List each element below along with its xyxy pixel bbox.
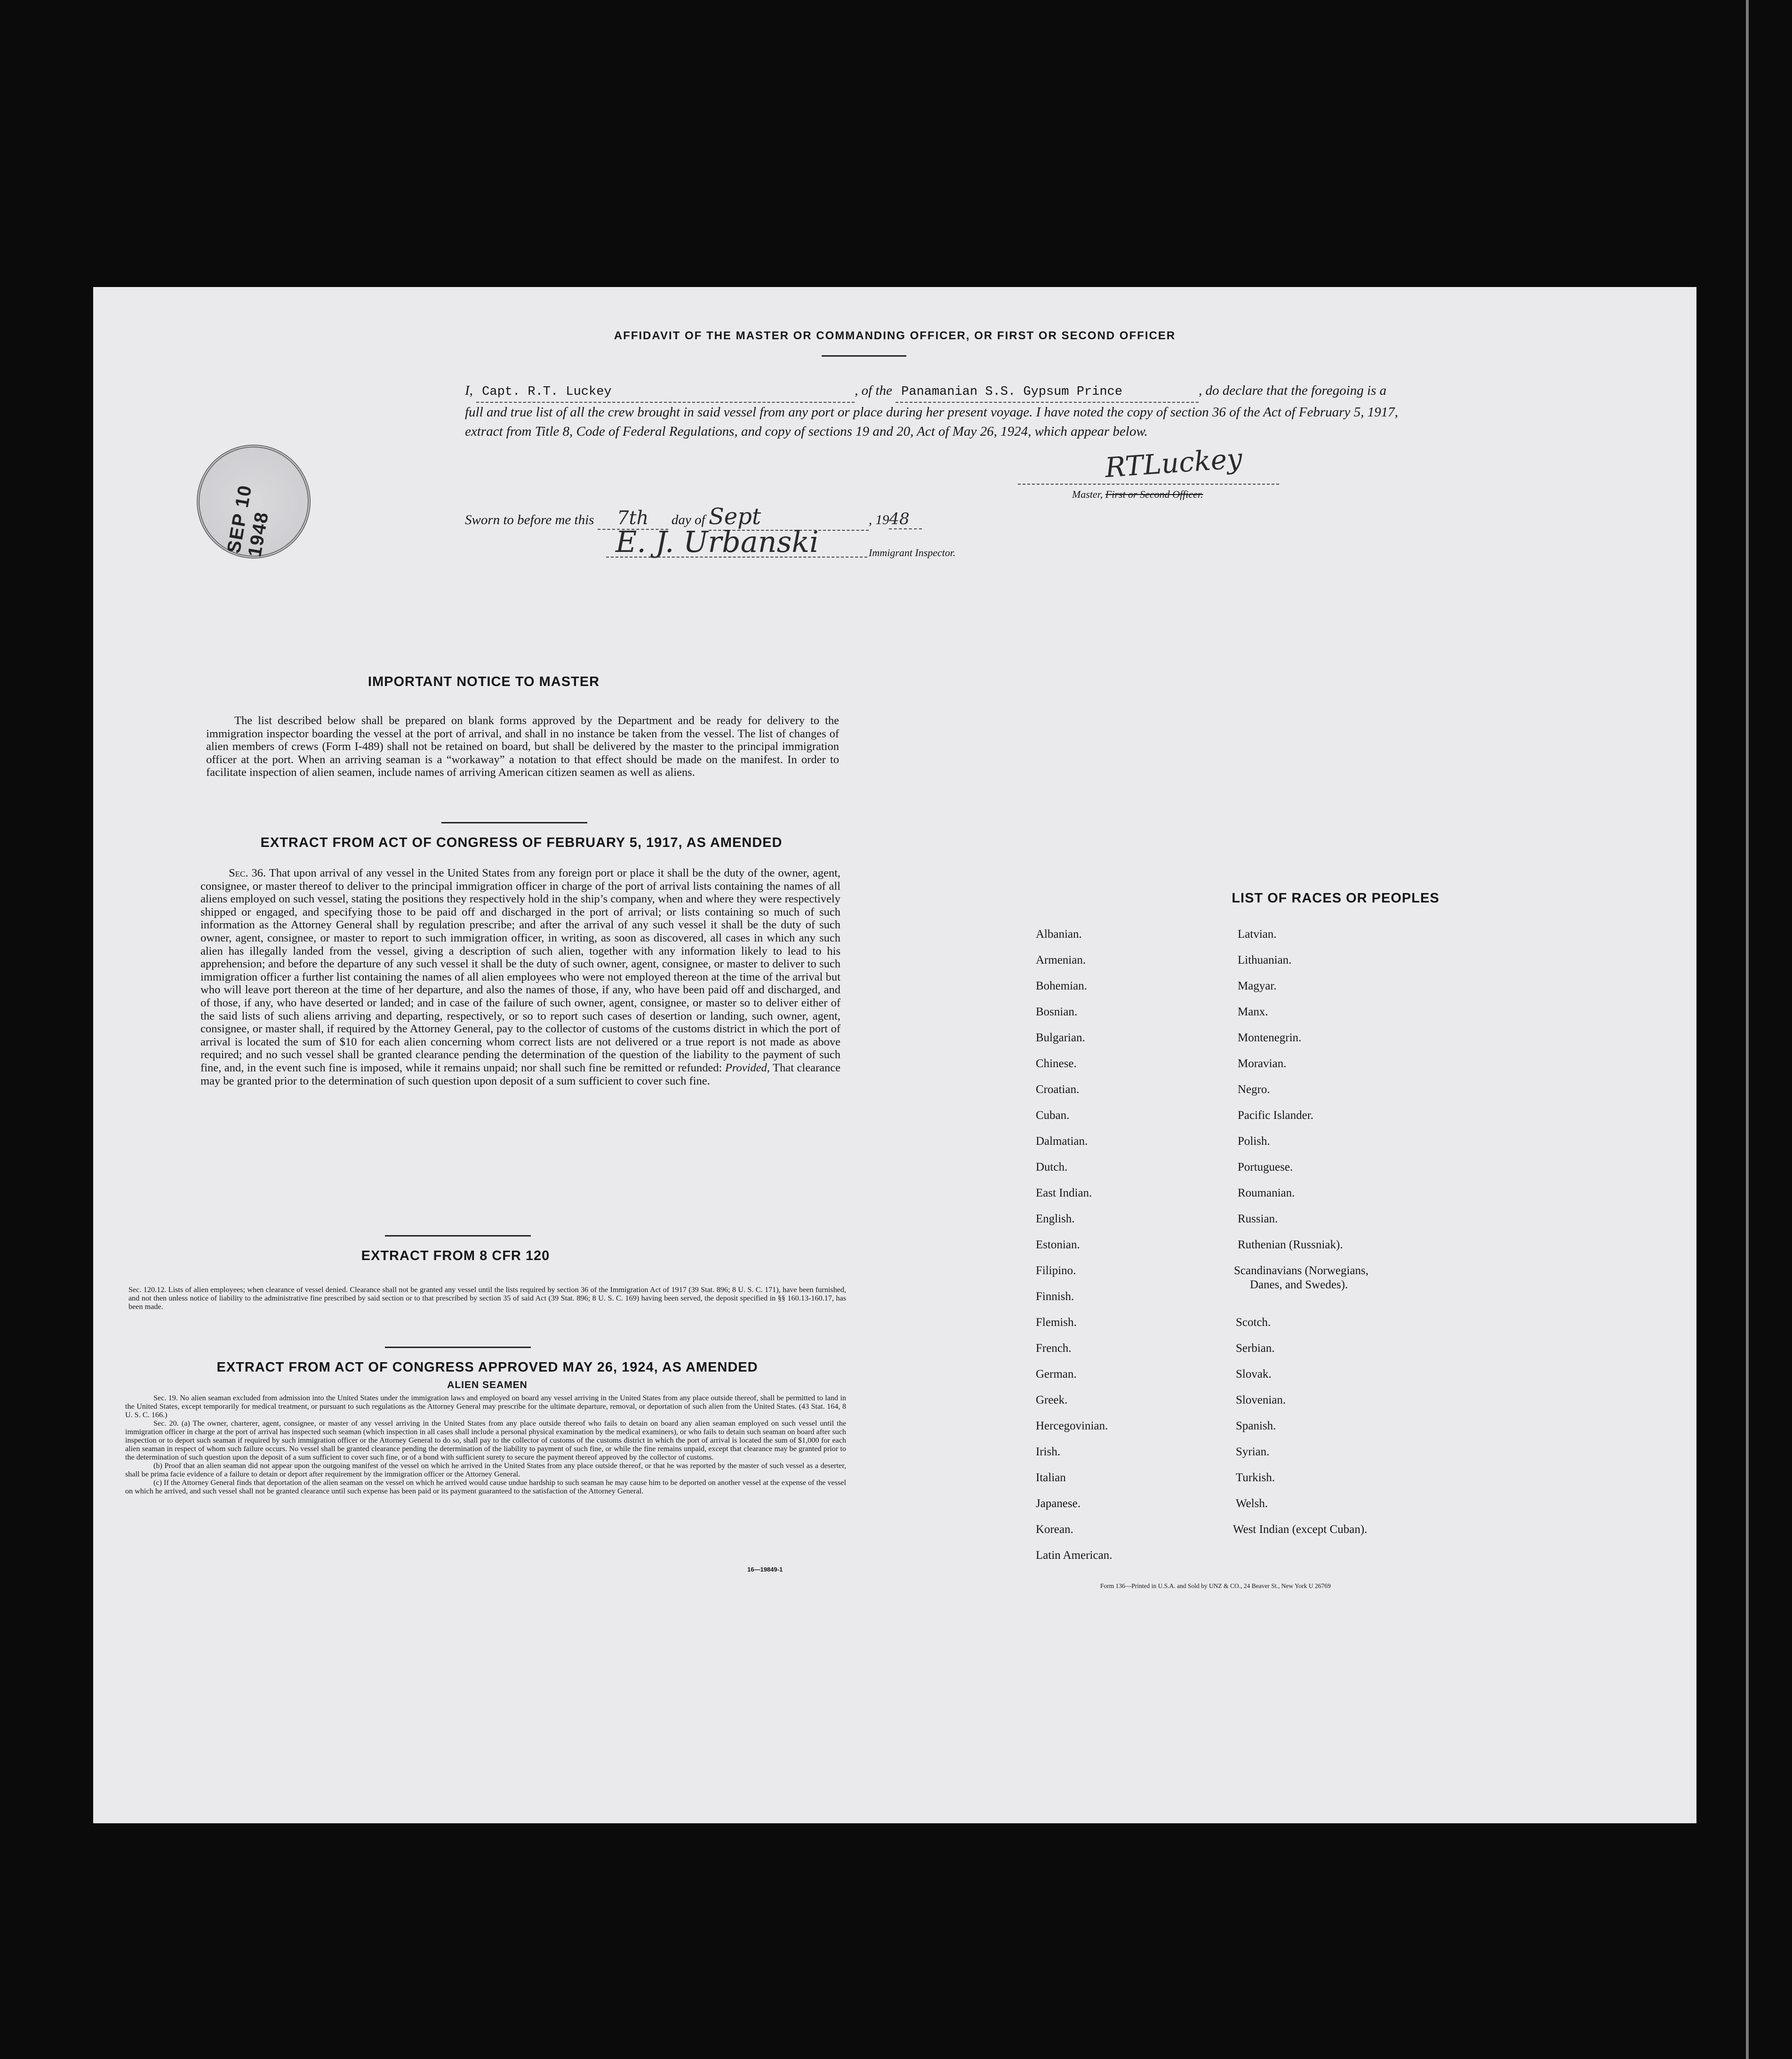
race-left: Cuban. [1036, 1109, 1070, 1122]
race-left: Flemish. [1036, 1316, 1077, 1329]
notice-body: The list described below shall be prepared on blank forms approved by the Department and be ready for delivery to the immigration inspector boarding the vessel at the port of arrival, and shall in no instance be taken from the vessel. The list of changes of alien members of crews (Form I-489) shall not be retained on board, but shall be delivered by the master to the principal immigration officer at the port. When an arriving seaman is a “workaway” a notation to that effect should be made on the manifest. In order to facilitate inspection of alien seamen, include names of arriving American citizen seamen as well as aliens. [206, 714, 839, 779]
race-right: Spanish. [1236, 1420, 1276, 1432]
sworn-year: 48 [889, 510, 922, 529]
race-right: Negro. [1238, 1083, 1270, 1096]
of-the-label: , of the [855, 383, 892, 398]
vessel-name-field: Panamanian S.S. Gypsum Prince [896, 383, 1199, 403]
race-right: Scandinavians (Norwegians, [1234, 1264, 1369, 1277]
race-left: German. [1036, 1368, 1077, 1381]
race-left: Armenian. [1036, 954, 1086, 966]
race-left: Finnish. [1036, 1290, 1074, 1303]
sec-36-text-end: That clearance may be granted prior to the determination of such question upon deposit of a sum sufficient to cover such fine. [200, 1061, 841, 1087]
immigration-date-stamp [188, 436, 320, 567]
race-left: Albanian. [1036, 928, 1082, 941]
sec-36-label: Sec. 36. [229, 867, 266, 879]
form-footer: Form 136—Printed in U.S.A. and Sold by UNZ & CO., 24 Beaver St., New York U 26769 [1100, 1582, 1331, 1589]
master-title [1072, 488, 1203, 501]
declaration-paragraph [465, 381, 1406, 441]
sec-20b-text: (b) Proof that an alien seaman did not appear upon the outgoing manifest of the vessel on which he arrived in the United States from any place outside thereof, or that he was reported by the master of such vessel as a deserter, shall be prima facie evidence of a failure to detain or deport after requirement by the immigration officer or the Attorney General. [125, 1461, 846, 1478]
race-left: Estonian. [1036, 1238, 1080, 1251]
master-label: Master, [1072, 488, 1103, 500]
extract-1924-title: EXTRACT FROM ACT OF CONGRESS APPROVED MAY 26, 1924, AS AMENDED [216, 1360, 758, 1375]
sworn-month: Sept [709, 503, 869, 531]
extract-cfr-title: EXTRACT FROM 8 CFR 120 [361, 1248, 550, 1263]
sworn-label: Sworn to before me this [465, 512, 594, 527]
race-right: Lithuanian. [1238, 954, 1292, 966]
extract-1924-body [125, 1394, 846, 1495]
affidavit-title: AFFIDAVIT OF THE MASTER OR COMMANDING OFFICER, OR FIRST OR SECOND OFFICER [614, 329, 1176, 342]
i-label: I, [465, 383, 473, 398]
race-right: Polish. [1238, 1135, 1270, 1148]
extract-cfr-body: Sec. 120.12. Lists of alien employees; when clearance of vessel denied. Clearance shall not be granted any vessel until the lists required by section 36 of the Immigration Act of 1917 (39 Stat. 896; 8 U. S. C. 171), have been furnished, and not then unless notice of liability to the administrative fine prescribed by said section or to that prescribed by section 35 of said Act (39 Stat. 896; 8 U. S. C. 169) having been served, the deposit specified in §§ 160.13-160.17, has been made. [128, 1285, 846, 1311]
extract-1917-body [200, 867, 840, 1087]
notice-title: IMPORTANT NOTICE TO MASTER [368, 674, 600, 689]
race-right: Welsh. [1236, 1497, 1268, 1510]
inspector-signature-line [606, 557, 867, 558]
declaration-text: , do declare that the foregoing is a full and true list of all the crew brought in said vessel from any port or place during her present voyage. I have noted the copy of section 36 of the Act of February 5, 1917, extract from Title 8, Code of Federal Regulations, and copy of sections 19 and 20, Act of May 26, 1924, which appear below. [465, 383, 1398, 439]
title-rule [822, 355, 906, 357]
race-right: Portuguese. [1238, 1161, 1293, 1173]
sworn-day: 7th [598, 507, 668, 530]
race-left: Hercegovinian. [1036, 1420, 1108, 1432]
sec-20a-text: Sec. 20. (a) The owner, charterer, agent, consignee, or master of any vessel arriving in the United States from any place outside thereof who fails to detain on board any alien seaman employed on such vessel until the immigration officer in charge at the port of arrival has inspected such seaman (which inspection in all cases shall include a personal physical examination by the medical examiners), or who fails to detain such seaman on board after such inspection or to deport such seaman if required by such immigration officer or the Attorney General to do so, shall pay to the collector of customs of the customs district in which the port of arrival is located the sum of $1,000 for each alien seaman in respect of whom such failure occurs. No vessel shall be granted clearance pending the determination of the liability to payment of such fine, or while the fine remains unpaid, except that clearance may be granted prior to the determination of such question upon the deposit of a sum sufficient to cover such fine, or of a bond with sufficient surety to secure the payment thereof approved by the collector of customs. [125, 1419, 846, 1461]
race-left: Filipino. [1036, 1264, 1076, 1277]
provided-word: Provided, [725, 1061, 770, 1074]
form-code: 16—19849-1 [747, 1566, 783, 1573]
film-frame-edge [1746, 0, 1749, 2059]
race-left: Latin American. [1036, 1549, 1112, 1562]
race-right: Turkish. [1236, 1471, 1275, 1484]
race-right: Danes, and Swedes). [1250, 1278, 1348, 1291]
race-right: Roumanian. [1238, 1187, 1295, 1199]
race-left: English. [1036, 1213, 1075, 1225]
race-left: Bohemian. [1036, 980, 1088, 992]
race-left: Korean. [1036, 1523, 1073, 1536]
race-left: East Indian. [1036, 1187, 1092, 1199]
race-left: Dalmatian. [1036, 1135, 1088, 1148]
race-left: Irish. [1036, 1445, 1061, 1458]
race-right: Scotch. [1236, 1316, 1271, 1329]
sec-19-text: Sec. 19. No alien seaman excluded from admission into the United States under the immigration laws and employed on board any vessel arriving in the United States from any place outside thereof, shall be permitted to land in the United States, except temporarily for medical treatment, or pursuant to such regulations as the Attorney General may prescribe for the ultimate departure, removal, or deportation of such alien from the United States. (43 Stat. 164, 8 U. S. C. 166.) [125, 1394, 846, 1419]
extract-1917-rule [385, 1235, 531, 1237]
alien-seamen-subtitle: ALIEN SEAMEN [447, 1380, 528, 1390]
races-title: LIST OF RACES OR PEOPLES [1232, 891, 1440, 906]
race-right: Russian. [1238, 1213, 1278, 1225]
race-left: Greek. [1036, 1394, 1068, 1406]
inspector-label: Immigrant Inspector. [869, 547, 956, 559]
extract-1917-title: EXTRACT FROM ACT OF CONGRESS OF FEBRUARY 5, 1917, AS AMENDED [260, 835, 783, 850]
year-prefix: , 19 [868, 512, 889, 527]
race-left: Japanese. [1036, 1497, 1081, 1510]
race-right: Manx. [1238, 1006, 1268, 1018]
race-right: Moravian. [1238, 1057, 1287, 1070]
officer-struck-label: First or Second Officer. [1105, 488, 1203, 500]
stamp-date: SEP 10 1948 [223, 483, 273, 559]
race-right: Montenegrin. [1238, 1031, 1302, 1044]
race-right: Pacific Islander. [1238, 1109, 1314, 1122]
race-right: Latvian. [1238, 928, 1277, 941]
race-right: Serbian. [1236, 1342, 1275, 1355]
race-right: Slovak. [1236, 1368, 1272, 1381]
race-left: French. [1036, 1342, 1072, 1355]
sec-20c-text: (c) If the Attorney General finds that deportation of the alien seaman on the vessel on which he arrived would cause undue hardship to such seaman he may cause him to be deported on another vessel at the expense of the vessel on which he arrived, and such vessel shall not be granted clearance until such expense has been paid or its payment guaranteed to the satisfaction of the Attorney General. [125, 1478, 846, 1495]
race-left: Bosnian. [1036, 1006, 1078, 1018]
race-right: Slovenian. [1236, 1394, 1286, 1406]
race-right: Syrian. [1236, 1445, 1270, 1458]
race-left: Italian [1036, 1471, 1066, 1484]
day-of-label: day of [671, 512, 705, 527]
notice-rule [441, 822, 587, 823]
master-signature-line [1018, 484, 1279, 485]
extract-cfr-rule [385, 1347, 531, 1348]
race-left: Dutch. [1036, 1161, 1068, 1173]
race-right: West Indian (except Cuban). [1233, 1523, 1368, 1536]
race-right: Magyar. [1238, 980, 1277, 992]
master-name-field: Capt. R.T. Luckey [476, 383, 855, 403]
race-left: Bulgarian. [1036, 1031, 1085, 1044]
document-page [93, 287, 1696, 1823]
sec-36-text: That upon arrival of any vessel in the United States from any foreign port or place it shall be the duty of the owner, agent, consignee, or master thereof to deliver to the principal immigration officer in charge of the port of arrival lists containing the names of all aliens employed on such vessel, stating the positions they respectively hold in the ship’s company, when and where they were respectively shipped or engaged, and specifying those to be paid off and discharged in the port of arrival; or lists containing so much of such information as the Attorney General shall by regulation prescribe; and after the arrival of any such vessel it shall be the duty of such owner, agent, consignee, or master to report to such immigration officer, in writing, as soon as discovered, all cases in which any such alien has illegally landed from the vessel, giving a description of such alien, together with any information likely to lead to his apprehension; and before the departure of any such vessel it shall be the duty of such owner, agent, consignee, or master to deliver to such immigration officer a further list containing the names of all alien employees who were not employed thereon at the time of the arrival but who will leave port thereon at the time of her departure, and also the names of those, if any, who have been paid off and discharged, and of those, if any, who have deserted or landed; and in case of the failure of such owner, agent, consignee, or master so to deliver either of the said lists of such aliens arriving and departing, respectively, or so to report such cases of desertion or landing, such owner, agent, consignee, or master shall, if required by the Attorney General, pay to the collector of customs of the customs district in which the port of arrival is located the sum of $10 for each alien concerning whom correct lists are not delivered or a true report is not made as above required; and no such vessel shall be granted clearance pending the determination of the question of the liability to the payment of such fine, and, in the event such fine is imposed, while it remains unpaid; nor shall such fine be remitted or refunded: [200, 867, 840, 1074]
race-left: Croatian. [1036, 1083, 1080, 1096]
inspector-signature: E. J. Urbanski [616, 525, 819, 559]
race-left: Chinese. [1036, 1057, 1077, 1070]
race-right: Ruthenian (Russniak). [1238, 1238, 1343, 1251]
master-signature: RTLuckey [1104, 442, 1243, 484]
